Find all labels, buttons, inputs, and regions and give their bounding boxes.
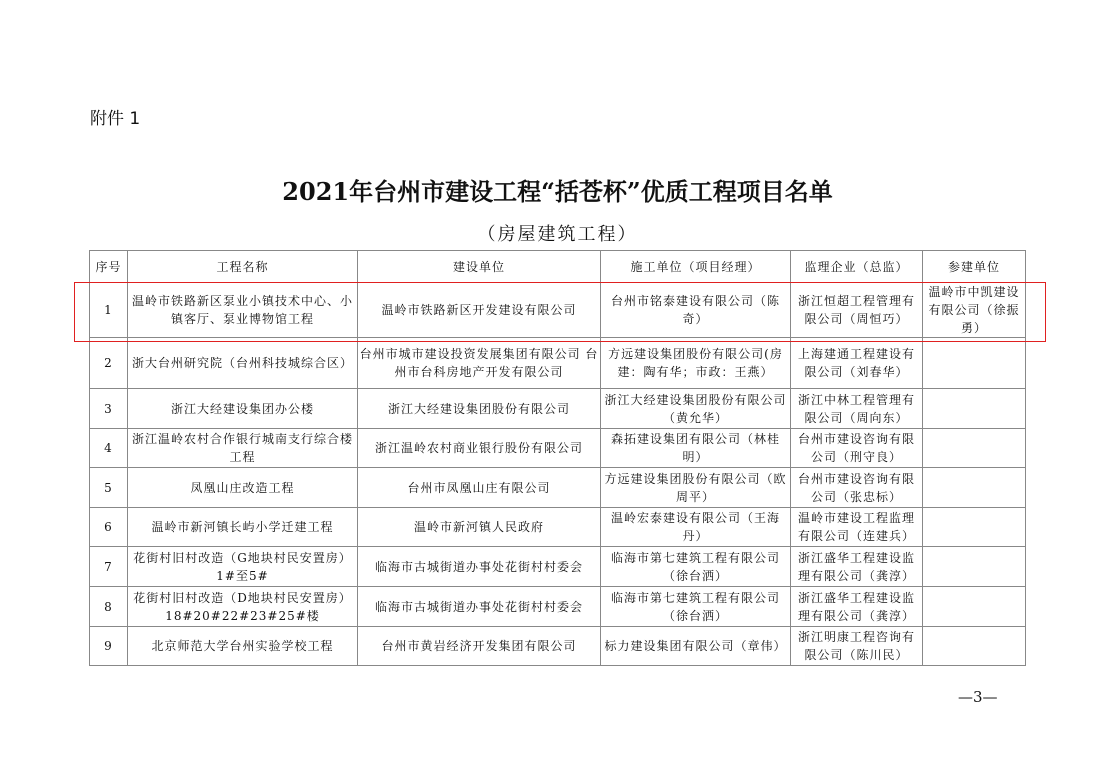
attachment-label: 附件 1 (90, 109, 141, 129)
table-cell (923, 429, 1026, 468)
project-list-table (89, 250, 1026, 666)
table-cell: 5 (90, 468, 128, 508)
table-cell: 4 (90, 429, 128, 468)
table-row (90, 283, 1026, 338)
table-cell: 温岭宏泰建设有限公司（王海丹） (601, 508, 791, 547)
table-cell: 浙江大经建设集团办公楼 (128, 389, 358, 429)
page-number: —3— (958, 688, 998, 706)
table-cell (923, 468, 1026, 508)
table-cell: 温岭市铁路新区泵业小镇技术中心、小镇客厅、泵业博物馆工程 (128, 283, 358, 338)
table-cell: 方远建设集团股份有限公司（欧周平） (601, 468, 791, 508)
table-cell: 温岭市新河镇人民政府 (358, 508, 601, 547)
table-cell: 浙江恒超工程管理有限公司（周恒巧） (791, 283, 923, 338)
column-header: 工程名称 (128, 251, 358, 283)
table-cell: 凤凰山庄改造工程 (128, 468, 358, 508)
table-cell: 1 (90, 283, 128, 338)
table-cell: 8 (90, 587, 128, 627)
table-cell: 浙江温岭农村商业银行股份有限公司 (358, 429, 601, 468)
table-cell: 森拓建设集团有限公司（林桂明） (601, 429, 791, 468)
table-cell: 花街村旧村改造（G地块村民安置房）1#至5# (128, 547, 358, 587)
table-cell: 9 (90, 627, 128, 666)
column-header: 施工单位（项目经理） (601, 251, 791, 283)
table-cell: 温岭市新河镇长屿小学迁建工程 (128, 508, 358, 547)
table-cell: 温岭市铁路新区开发建设有限公司 (358, 283, 601, 338)
table-cell: 台州市城市建设投资发展集团有限公司 台州市台科房地产开发有限公司 (358, 338, 601, 389)
table-cell: 台州市凤凰山庄有限公司 (358, 468, 601, 508)
table-cell: 浙江大经建设集团股份有限公司 (358, 389, 601, 429)
table-cell: 浙江中林工程管理有限公司（周向东） (791, 389, 923, 429)
column-header: 序号 (90, 251, 128, 283)
table-row (90, 547, 1026, 587)
table-cell: 台州市建设咨询有限公司（刑守良） (791, 429, 923, 468)
table-row (90, 508, 1026, 547)
table-cell: 2 (90, 338, 128, 389)
document-subtitle: （房屋建筑工程） (477, 224, 638, 245)
document-title: 2021年台州市建设工程“括苍杯”优质工程项目名单 (282, 177, 833, 206)
column-header: 监理企业（总监） (791, 251, 923, 283)
table-cell: 方远建设集团股份有限公司(房建：陶有华；市政：王燕） (601, 338, 791, 389)
table-cell (923, 627, 1026, 666)
table-row (90, 429, 1026, 468)
table-cell: 临海市古城街道办事处花街村村委会 (358, 547, 601, 587)
table-cell (923, 547, 1026, 587)
table-cell: 临海市古城街道办事处花街村村委会 (358, 587, 601, 627)
table-row (90, 389, 1026, 429)
table-cell: 临海市第七建筑工程有限公司（徐台洒） (601, 587, 791, 627)
table-cell: 浙江盛华工程建设监理有限公司（龚淳） (791, 547, 923, 587)
table-cell (923, 389, 1026, 429)
column-header: 参建单位 (923, 251, 1026, 283)
table-cell: 上海建通工程建设有限公司（刘春华） (791, 338, 923, 389)
table-cell: 温岭市建设工程监理有限公司（连建兵） (791, 508, 923, 547)
table-cell: 7 (90, 547, 128, 587)
table-cell: 北京师范大学台州实验学校工程 (128, 627, 358, 666)
table-cell: 浙大台州研究院（台州科技城综合区） (128, 338, 358, 389)
table-cell: 3 (90, 389, 128, 429)
table-header-row (90, 251, 1026, 283)
table-cell: 花街村旧村改造（D地块村民安置房）18#20#22#23#25#楼 (128, 587, 358, 627)
table-cell: 台州市建设咨询有限公司（张忠标） (791, 468, 923, 508)
table-cell: 台州市铭泰建设有限公司（陈奇） (601, 283, 791, 338)
table-row (90, 627, 1026, 666)
table-cell: 临海市第七建筑工程有限公司（徐台洒） (601, 547, 791, 587)
table-cell: 温岭市中凯建设有限公司（徐振勇） (923, 283, 1026, 338)
table-cell: 浙江温岭农村合作银行城南支行综合楼工程 (128, 429, 358, 468)
column-header: 建设单位 (358, 251, 601, 283)
table-row (90, 587, 1026, 627)
table-row (90, 338, 1026, 389)
table-cell: 标力建设集团有限公司（章伟） (601, 627, 791, 666)
table-cell: 浙江盛华工程建设监理有限公司（龚淳） (791, 587, 923, 627)
table-cell (923, 508, 1026, 547)
table-cell: 浙江明康工程咨询有限公司（陈川民） (791, 627, 923, 666)
table-cell: 6 (90, 508, 128, 547)
table-cell: 浙江大经建设集团股份有限公司（黄允华） (601, 389, 791, 429)
table-cell (923, 338, 1026, 389)
table-row (90, 468, 1026, 508)
table-cell: 台州市黄岩经济开发集团有限公司 (358, 627, 601, 666)
table-cell (923, 587, 1026, 627)
